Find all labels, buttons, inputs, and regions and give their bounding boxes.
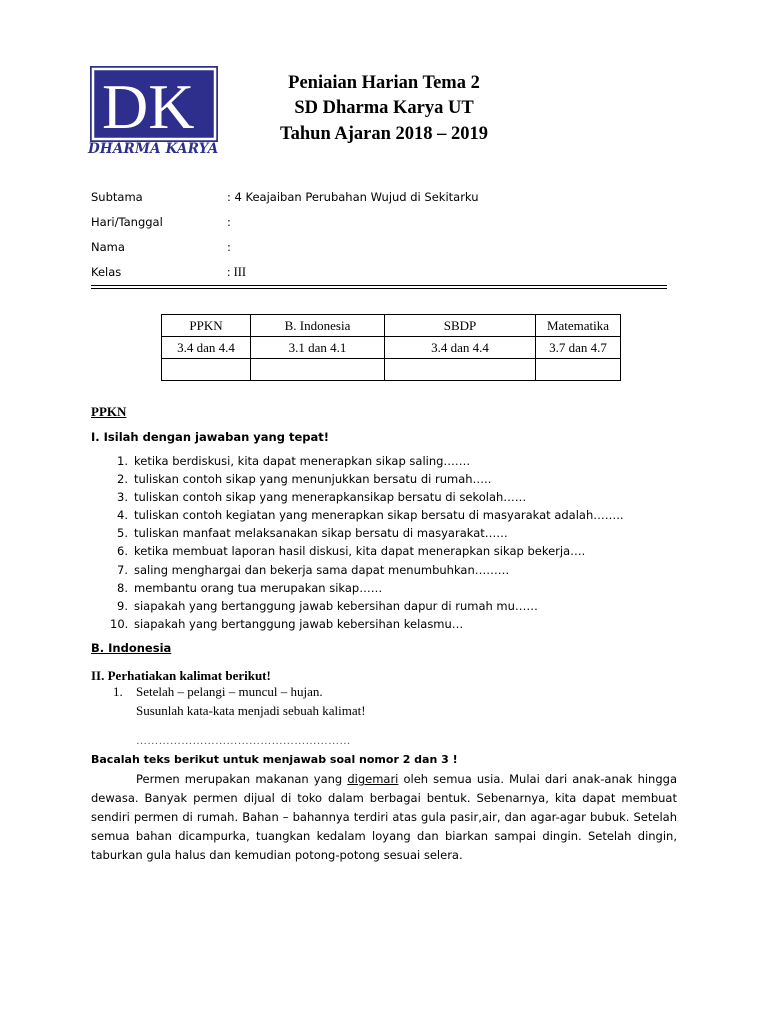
question-subtext: Susunlah kata-kata menjadi sebuah kalimat! — [136, 703, 366, 718]
question-text: tuliskan manfaat melaksanakan sikap bersatu di masyarakat…… — [134, 526, 508, 541]
question-number: 7. — [117, 562, 128, 577]
table-cell: 3.4 dan 4.4 — [162, 337, 251, 359]
info-value: : — [227, 215, 231, 229]
question-number: 3. — [117, 490, 128, 505]
table-cell: 3.7 dan 4.7 — [536, 337, 621, 359]
list-item — [110, 542, 624, 560]
logo-badge — [90, 66, 218, 142]
table-header-cell: PPKN — [162, 315, 251, 337]
list-item — [110, 452, 624, 470]
list-item — [110, 579, 624, 597]
question-text: siapakah yang bertanggung jawab kebersihan kelasmu… — [134, 616, 464, 631]
table-row — [162, 337, 621, 359]
list-item — [110, 488, 624, 506]
list-item — [110, 615, 624, 633]
question-text: tuliskan contoh kegiatan yang menerapkan sikap bersatu di masyarakat adalah…….. — [134, 508, 624, 523]
answer-line: ………………………………………………… — [136, 735, 351, 747]
list-item — [110, 561, 624, 579]
list-item — [110, 597, 624, 615]
list-item — [110, 470, 624, 488]
question-text: ketika membuat laporan hasil diskusi, kita dapat menerapkan sikap bekerja…. — [134, 544, 586, 559]
info-value: : III — [227, 265, 247, 279]
info-value: : — [227, 240, 231, 254]
question-number: 1. — [117, 454, 128, 468]
reading-instruction: Bacalah teks berikut untuk menjawab soal nomor 2 dan 3 ! — [91, 753, 458, 766]
table-cell — [162, 359, 251, 381]
table-header-cell: B. Indonesia — [251, 315, 385, 337]
logo-letter-d: DK — [102, 71, 195, 142]
info-label: Kelas — [91, 265, 122, 279]
subject-table — [161, 314, 621, 381]
question-number: 5. — [117, 526, 128, 541]
question-text: tuliskan contoh sikap yang menunjukkan bersatu di rumah….. — [134, 472, 492, 487]
section-heading-bindonesia: B. Indonesia — [91, 641, 172, 655]
passage-start: Permen merupakan makanan yang — [136, 772, 348, 786]
academic-year: Tahun Ajaran 2018 – 2019 — [279, 124, 488, 144]
passage-underlined-word: digemari — [347, 772, 399, 786]
school-logo — [88, 66, 230, 160]
list-item — [110, 506, 624, 524]
question-number: 1. — [113, 684, 123, 699]
question-text: tuliskan contoh sikap yang menerapkansikap bersatu di sekolah…… — [134, 490, 527, 505]
question-number: 2. — [117, 472, 128, 487]
question-text: ketika berdiskusi, kita dapat menerapkan sikap saling……. — [134, 454, 471, 468]
question-number: 4. — [117, 508, 128, 523]
question-number: 10. — [110, 616, 129, 631]
question-number: 8. — [117, 580, 128, 595]
question-text: saling menghargai dan bekerja sama dapat menumbuhkan……… — [134, 562, 510, 577]
school-name: SD Dharma Karya UT — [294, 98, 474, 118]
info-value: : 4 Keajaiban Perubahan Wujud di Sekitarku — [227, 190, 479, 204]
divider-thin — [91, 288, 667, 289]
info-label: Subtama — [91, 190, 143, 204]
passage-rest: oleh semua usia. Mulai dari anak-anak hingga dewasa. Banyak permen dijual di toko dalam berbagai bentuk. Sebenarnya, kita dapat membuat sendiri permen di rumah. Bahan – bahannya terdiri atas gula pasir,air, dan agar-agar bubuk. Setelah semua bahan dicampurka, tuangkan kedalam loyang dan biarkan sampai dingin. Setelah dingin, taburkan gula halus dan kemudian potong-potong sesuai selera. — [91, 772, 677, 862]
instruction-ppkn: I. Isilah dengan jawaban yang tepat! — [91, 430, 329, 444]
question-text: siapakah yang bertanggung jawab kebersihan dapur di rumah mu…… — [134, 598, 538, 613]
question-number: 9. — [117, 598, 128, 613]
instruction-bindonesia: II. Perhatiakan kalimat berikut! — [91, 668, 271, 683]
info-label: Hari/Tanggal — [91, 215, 163, 229]
list-item — [110, 524, 624, 542]
question-text: membantu orang tua merupakan sikap…… — [134, 580, 383, 595]
table-cell: 3.4 dan 4.4 — [385, 337, 536, 359]
table-header-cell: SBDP — [385, 315, 536, 337]
divider-thick — [91, 285, 667, 286]
logo-letters — [90, 66, 218, 142]
table-header-cell: Matematika — [536, 315, 621, 337]
section-heading-ppkn: PPKN — [91, 404, 127, 419]
reading-passage — [91, 770, 677, 865]
table-cell — [536, 359, 621, 381]
table-header-row — [162, 315, 621, 337]
table-row-empty — [162, 359, 621, 381]
question-text: Setelah – pelangi – muncul – hujan. — [136, 684, 323, 699]
table-cell — [385, 359, 536, 381]
exam-title: Peniaian Harian Tema 2 — [288, 73, 480, 93]
info-label: Nama — [91, 240, 125, 254]
ppkn-question-list — [110, 452, 624, 633]
table-cell — [251, 359, 385, 381]
table-cell: 3.1 dan 4.1 — [251, 337, 385, 359]
logo-caption: DHARMA KARYA — [88, 141, 219, 157]
question-number: 6. — [117, 544, 128, 559]
